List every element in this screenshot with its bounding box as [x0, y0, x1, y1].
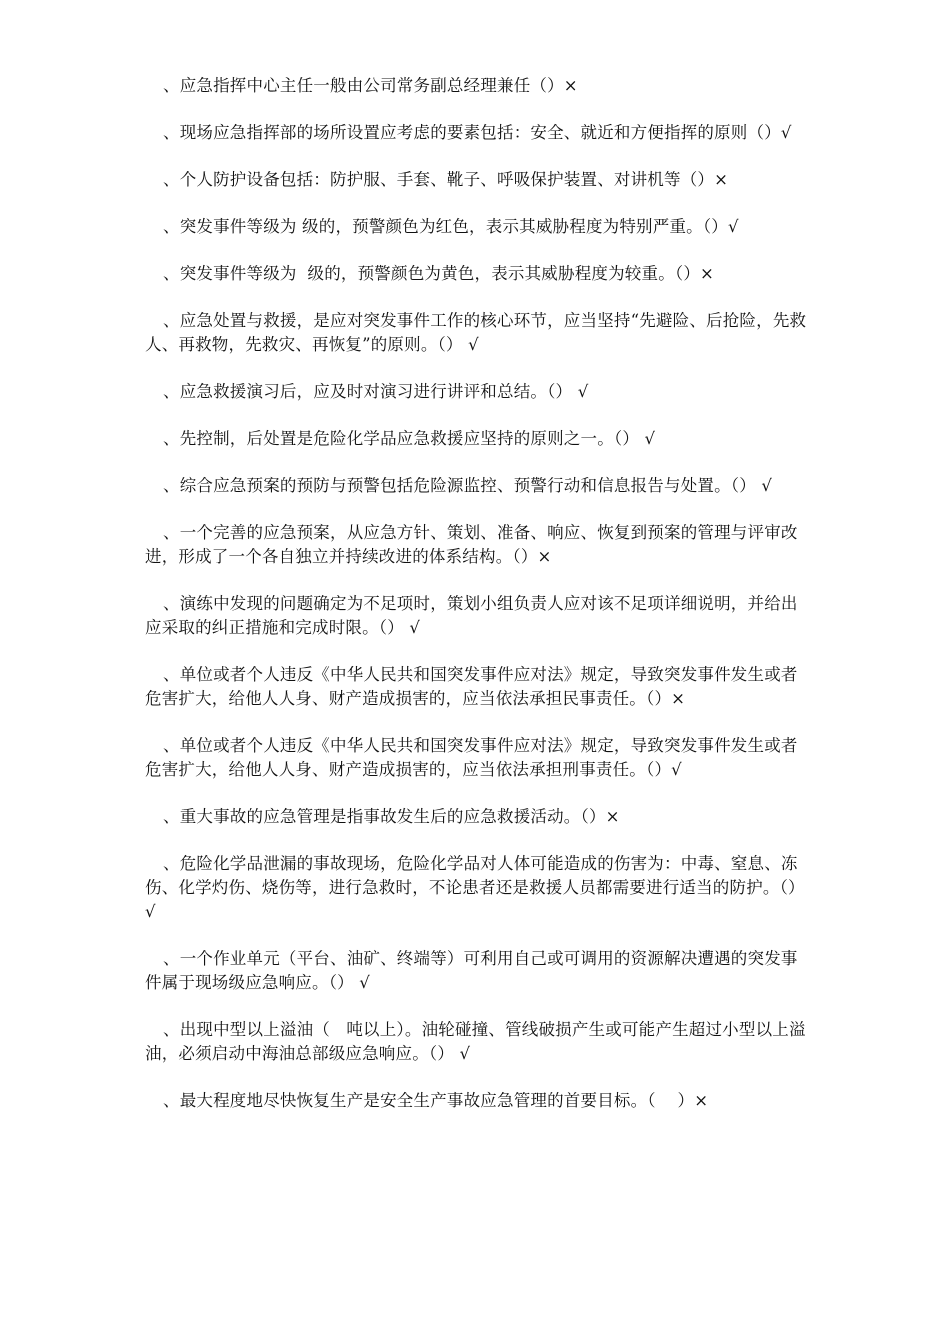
question-item: 、突发事件等级为 级的，预警颜色为黄色，表示其威胁程度为较重。（）× — [163, 264, 715, 283]
question-item: 、出现中型以上溢油（ 吨以上）。油轮碰撞、管线破损产生或可能产生超过小型以上溢油，必须启动中海油总部级应急响应。（） √ — [145, 1020, 806, 1063]
question-item: 、应急处置与救援，是应对突发事件工作的核心环节，应当坚持“先避险、后抢险，先救人、再救物，先救灾、再恢复”的原则。（） √ — [145, 311, 807, 354]
question-item: 、一个完善的应急预案，从应急方针、策划、准备、响应、恢复到预案的管理与评审改进，形成了一个各自独立并持续改进的体系结构。（）× — [145, 523, 798, 566]
question-item: 、应急指挥中心主任一般由公司常务副总经理兼任（）× — [163, 76, 578, 95]
true-false-question-list — [145, 74, 809, 1136]
question-item: 、最大程度地尽快恢复生产是安全生产事故应急管理的首要目标。（ ）× — [163, 1091, 709, 1110]
question-item: 、演练中发现的问题确定为不足项时，策划小组负责人应对该不足项详细说明，并给出应采取的纠正措施和完成时限。（） √ — [145, 594, 798, 637]
question-item: 、现场应急指挥部的场所设置应考虑的要素包括：安全、就近和方便指挥的原则（）√ — [163, 123, 792, 142]
question-item: 、突发事件等级为 级的，预警颜色为红色，表示其威胁程度为特别严重。（）√ — [163, 217, 739, 236]
question-item: 、综合应急预案的预防与预警包括危险源监控、预警行动和信息报告与处置。（） √ — [163, 476, 773, 495]
question-item: 、危险化学品泄漏的事故现场，危险化学品对人体可能造成的伤害为：中毒、窒息、冻伤、化学灼伤、烧伤等，进行急救时，不论患者还是救援人员都需要进行适当的防护。（） √ — [145, 854, 811, 921]
question-item: 、先控制，后处置是危险化学品应急救援应坚持的原则之一。（） √ — [163, 429, 656, 448]
question-item: 、一个作业单元（平台、油矿、终端等）可利用自己或可调用的资源解决遭遇的突发事件属于现场级应急响应。（） √ — [145, 949, 798, 992]
question-item: 、重大事故的应急管理是指事故发生后的应急救援活动。（）× — [163, 807, 620, 826]
question-item: 、应急救援演习后，应及时对演习进行讲评和总结。（） √ — [163, 382, 589, 401]
question-item: 、单位或者个人违反《中华人民共和国突发事件应对法》规定，导致突发事件发生或者危害扩大，给他人人身、财产造成损害的，应当依法承担民事责任。（）× — [145, 665, 798, 708]
question-item: 、个人防护设备包括：防护服、手套、靴子、呼吸保护装置、对讲机等（）× — [163, 170, 729, 189]
question-item: 、单位或者个人违反《中华人民共和国突发事件应对法》规定，导致突发事件发生或者危害扩大，给他人人身、财产造成损害的，应当依法承担刑事责任。（）√ — [145, 736, 798, 779]
